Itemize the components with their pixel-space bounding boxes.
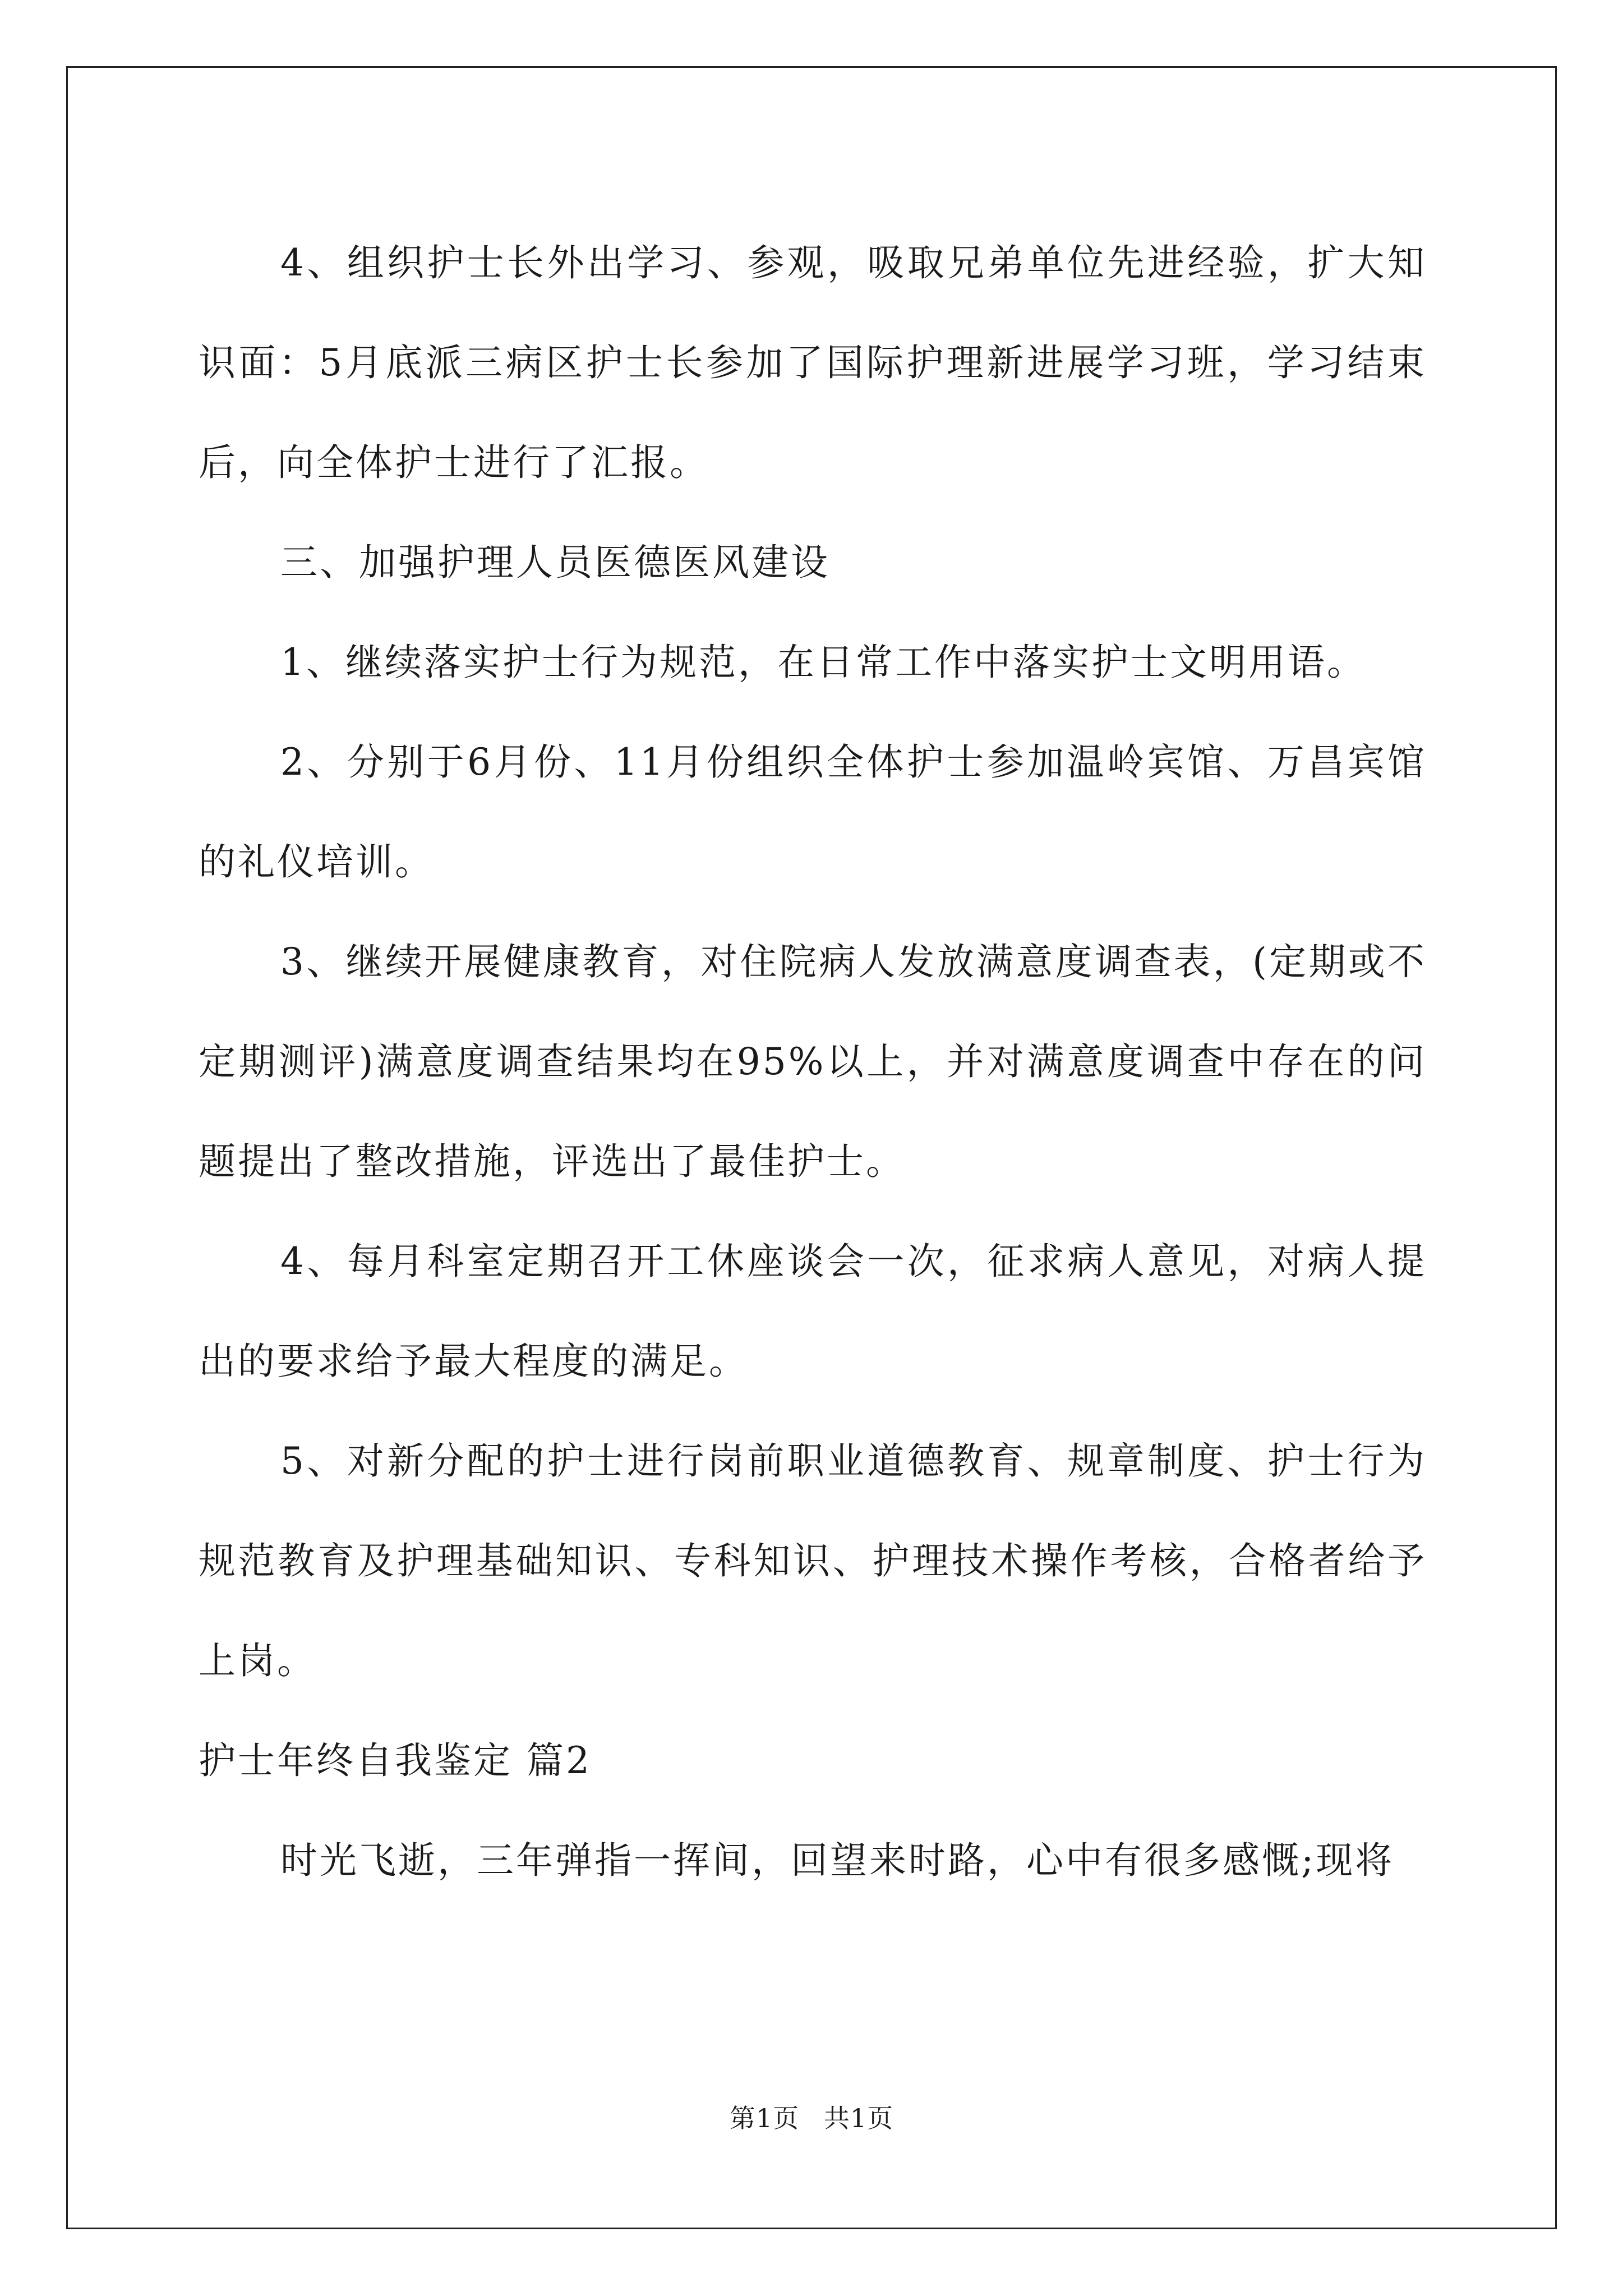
document-body (199, 213, 1427, 1911)
page-number: 第1页 (729, 2103, 800, 2133)
paragraph-item-4-study: 4、组织护士长外出学习、参观，吸取兄弟单位先进经验，扩大知识面：5月底派三病区护士长参加了国际护理新进展学习班，学习结束后，向全体护士进行了汇报。 (199, 241, 1427, 484)
paragraph-item-1-standards: 1、继续落实护士行为规范，在日常工作中落实护士文明用语。 (280, 641, 1366, 684)
paragraph-item-5-training: 5、对新分配的护士进行岗前职业道德教育、规章制度、护士行为规范教育及护理基础知识、专科知识、护理技术操作考核，合格者给予上岗。 (199, 1439, 1427, 1682)
paragraph-item-2-etiquette: 2、分别于6月份、11月份组织全体护士参加温岭宾馆、万昌宾馆的礼仪培训。 (199, 740, 1427, 884)
paragraph-item-4-meeting: 4、每月科室定期召开工休座谈会一次，征求病人意见，对病人提出的要求给予最大程度的满足。 (199, 1240, 1427, 1383)
paragraph-item-3-education: 3、继续开展健康教育，对住院病人发放满意度调查表，(定期或不定期测评)满意度调查结果均在95%以上，并对满意度调查中存在的问题提出了整改措施，评选出了最佳护士。 (199, 940, 1427, 1183)
paragraph-intro: 时光飞逝，三年弹指一挥间，回望来时路，心中有很多感慨;现将 (280, 1839, 1395, 1882)
article-title: 护士年终自我鉴定 篇2 (199, 1739, 592, 1782)
section-heading-ethics: 三、加强护理人员医德医风建设 (280, 541, 830, 584)
page-footer (0, 2098, 1623, 2135)
page-total: 共1页 (823, 2103, 894, 2133)
